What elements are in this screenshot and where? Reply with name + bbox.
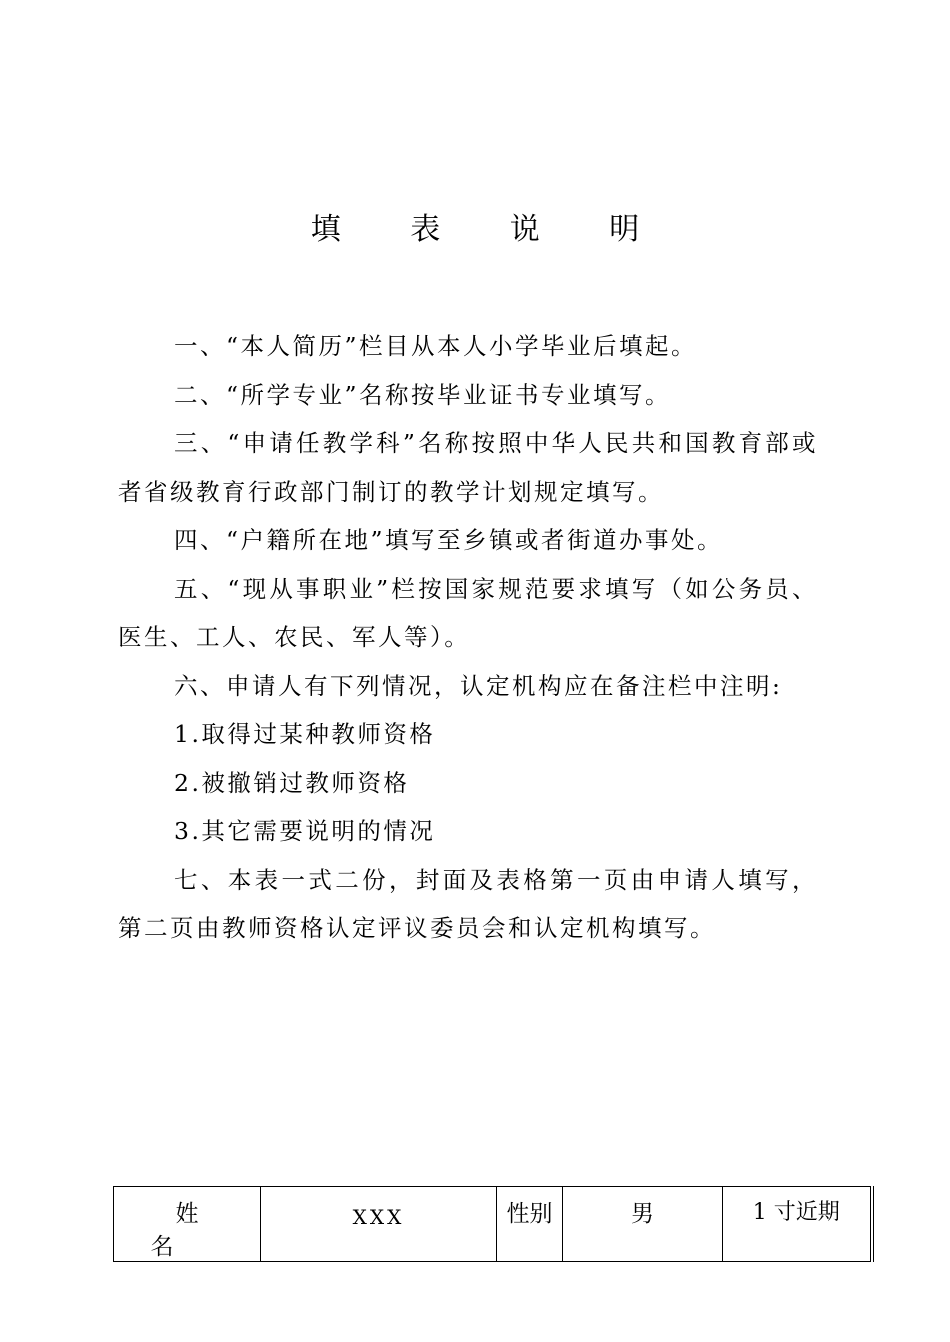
instruction-list-item: 2.被撤销过教师资格	[174, 768, 410, 797]
photo-cell	[723, 1187, 872, 1262]
instruction-list-item: 3.其它需要说明的情况	[174, 817, 436, 845]
table-row	[114, 1187, 872, 1262]
photo-label: 1 寸近期	[752, 1200, 840, 1225]
instruction-paragraph: 六、申请人有下列情况，认定机构应在备注栏中注明:	[174, 671, 783, 700]
name-label: 姓名	[150, 1201, 249, 1260]
instruction-paragraph: 三、“申请任教学科”名称按照中华人民共和国教育部或者省级教育行政部门制订的教学计划规定填写。	[118, 429, 818, 506]
instructions-body	[118, 322, 818, 953]
instruction-paragraph: 二、“所学专业”名称按毕业证书专业填写。	[174, 380, 672, 409]
name-value: XXX	[352, 1205, 405, 1229]
applicant-info-table	[113, 1186, 874, 1262]
name-label-cell	[114, 1187, 261, 1262]
gender-label-cell	[497, 1187, 563, 1262]
instruction-paragraph: 一、“本人简历”栏目从本人小学毕业后填起。	[174, 332, 698, 360]
instruction-paragraph: 五、“现从事职业”栏按国家规范要求填写（如公务员、医生、工人、农民、军人等）。	[118, 574, 818, 651]
gender-label: 性别	[506, 1201, 553, 1227]
instruction-paragraph: 四、“户籍所在地”填写至乡镇或者街道办事处。	[174, 526, 724, 554]
name-value-cell[interactable]	[261, 1187, 497, 1262]
instruction-list-item: 1.取得过某种教师资格	[174, 720, 436, 748]
instruction-paragraph: 七、本表一式二份，封面及表格第一页由申请人填写，第二页由教师资格认定评议委员会和认定机构填写。	[118, 865, 818, 942]
gender-value-cell[interactable]	[563, 1187, 723, 1262]
page-title: 填 表 说 明	[310, 212, 670, 247]
gender-value: 男	[631, 1201, 654, 1227]
